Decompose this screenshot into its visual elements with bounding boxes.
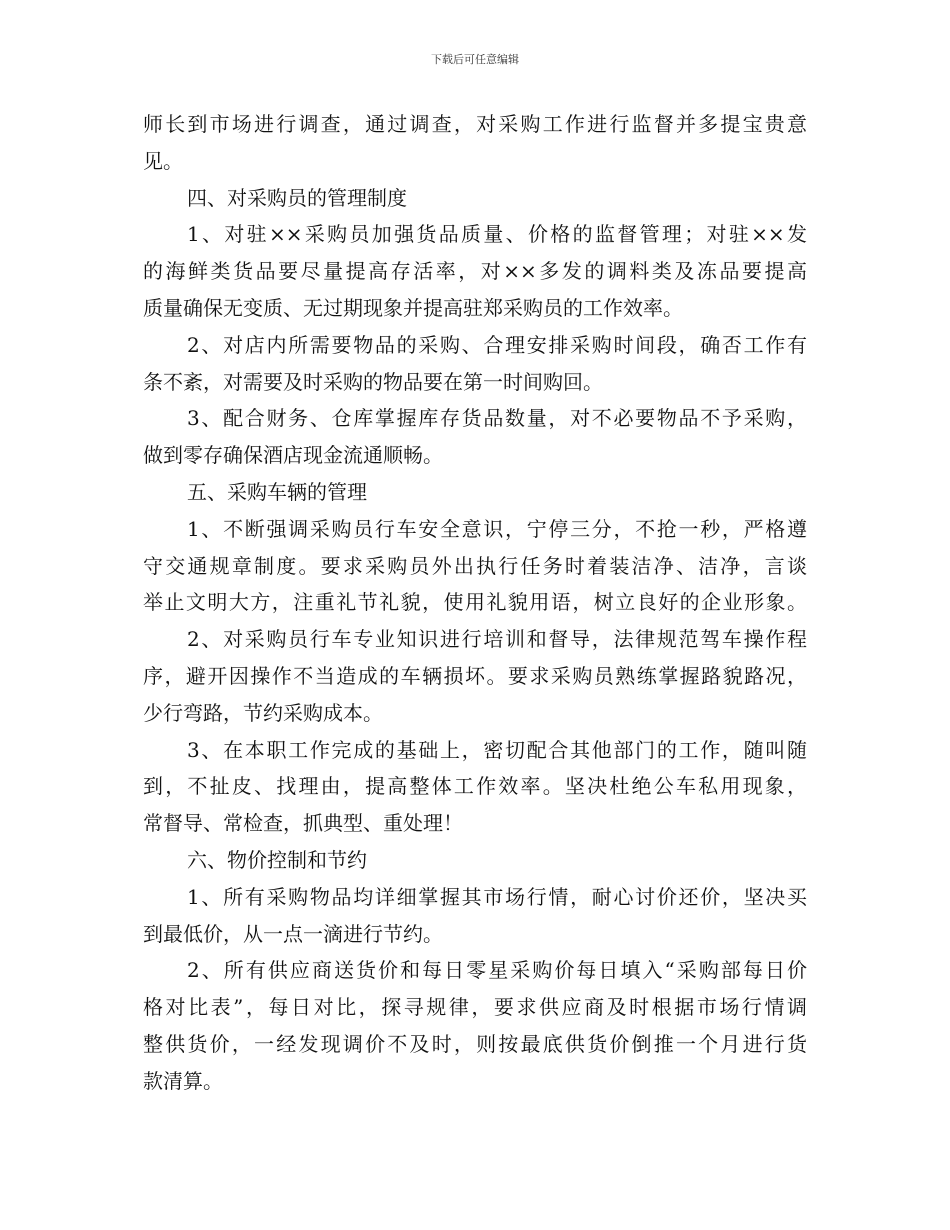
text-line-7: 2、对店内所需要物品的采购、合理安排采购时间段，确否工作有 (187, 332, 807, 357)
text-line-2: 见。 (143, 148, 183, 173)
text-line-1: 师长到市场进行调查，通过调查，对采购工作进行监督并多提宝贵意 (143, 112, 807, 136)
text-line-24: 2、所有供应商送货价和每日零星采购价每日填入“采购部每日价 (187, 958, 807, 983)
text-line-4: 1、对驻××采购员加强货品质量、价格的监督管理；对驻××发 (187, 222, 807, 247)
text-line-13: 守交通规章制度。要求采购员外出执行任务时着装洁净、洁净，言谈 (143, 553, 807, 578)
text-line-5: 的海鲜类货品要尽量提高存活率，对××多发的调料类及冻品要提高 (143, 259, 807, 284)
text-line-14: 举止文明大方，注重礼节礼貌，使用礼貌用语，树立良好的企业形象。 (143, 590, 807, 615)
text-line-9: 3、配合财务、仓库掌握库存货品数量，对不必要物品不予采购， (187, 406, 807, 431)
text-line-18: 3、在本职工作完成的基础上，密切配合其他部门的工作，随叫随 (187, 737, 807, 762)
section-heading-6: 六、物价控制和节约 (187, 847, 367, 872)
text-line-8: 条不紊，对需要及时采购的物品要在第一时间购回。 (143, 369, 603, 394)
text-line-27: 款清算。 (143, 1068, 223, 1093)
text-line-10: 做到零存确保酒店现金流通顺畅。 (143, 443, 443, 468)
section-heading-4: 四、对采购员的管理制度 (187, 185, 407, 210)
text-line-16: 序，避开因操作不当造成的车辆损坏。要求采购员熟练掌握路貌路况， (143, 663, 807, 688)
text-line-26: 整供货价，一经发现调价不及时，则按最底供货价倒推一个月进行货 (143, 1031, 807, 1056)
text-line-23: 到最低价，从一点一滴进行节约。 (143, 921, 443, 946)
text-line-22: 1、所有采购物品均详细掌握其市场行情，耐心讨价还价，坚决买 (187, 884, 807, 909)
text-line-25: 格对比表”，每日对比，探寻规律，要求供应商及时根据市场行情调 (143, 995, 807, 1020)
document-body (143, 106, 807, 1100)
text-line-15: 2、对采购员行车专业知识进行培训和督导，法律规范驾车操作程 (187, 627, 807, 652)
text-line-20: 常督导、常检查，抓典型、重处理！ (143, 811, 463, 836)
page-header: 下载后可任意编辑 (431, 53, 519, 66)
text-line-6: 质量确保无变质、无过期现象并提高驻郑采购员的工作效率。 (143, 295, 683, 320)
text-line-17: 少行弯路，节约采购成本。 (143, 700, 383, 725)
text-line-12: 1、不断强调采购员行车安全意识，宁停三分，不抢一秒，严格遵 (187, 516, 807, 541)
section-heading-5: 五、采购车辆的管理 (187, 479, 367, 504)
text-line-19: 到，不扯皮、找理由，提高整体工作效率。坚决杜绝公车私用现象， (143, 774, 807, 799)
